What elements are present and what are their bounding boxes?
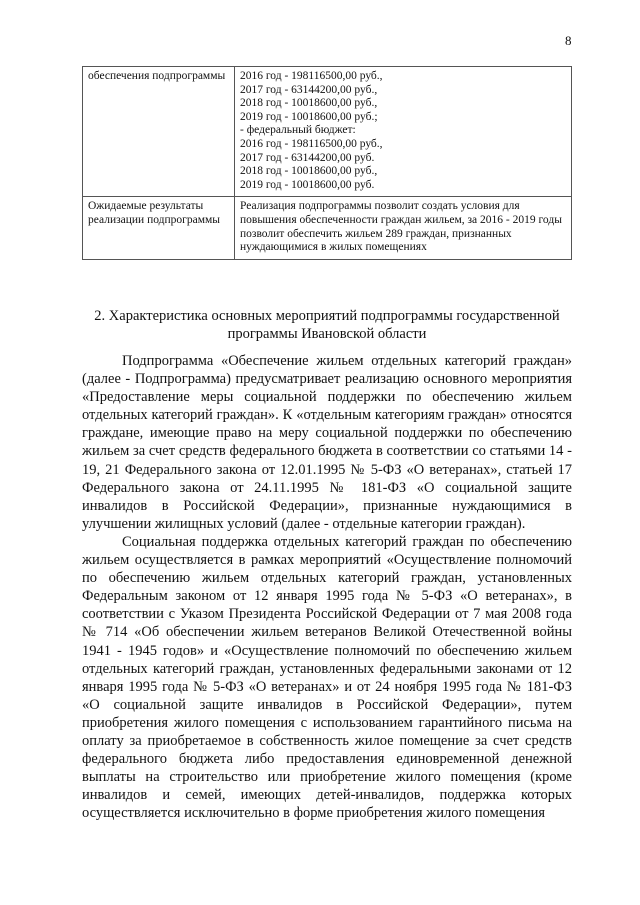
table-cell-label [83, 197, 235, 259]
funding-line: 2017 год - 63144200,00 руб. [240, 151, 375, 164]
funding-line: 2018 год - 10018600,00 руб., [240, 97, 378, 110]
paragraph: Подпрограмма «Обеспечение жильем отдельных категорий граждан» (далее - Подпрограмма) предусматривает реализацию основного мероприятия «Предоставление меры социальной поддержки по обеспечению жильем отдельных категорий граждан». К «отдельным категориям граждан» относятся граждане, имеющие право на меру социальной поддержки по обеспечению жильем за счет средств федерального бюджета в соответствии со статьями 14 - 19, 21 Федерального закона от 12.01.1995 № 5-ФЗ «О ветеранах», статьей 17 Федерального закона от 24.11.1995 № 181-ФЗ «О социальной защите инвалидов в Российской Федерации», признанные нуждающимися в улучшении жилищных условий (далее - отдельные категории граждан). [82, 353, 572, 532]
expected-results-text: Реализация подпрограммы позволит создать условия для повышения обеспеченности граждан жильем, за 2016 - 2019 годы позволит обеспечить жильем 289 граждан, признанных нуждающимися в жилых помещениях [240, 200, 562, 254]
paragraph: Социальная поддержка отдельных категорий граждан по обеспечению жильем осуществляется в рамках мероприятий «Осуществление полномочий по обеспечению жильем отдельных категорий граждан, установленных Федеральным законом от 12 января 1995 года № 5-ФЗ «О ветеранах», в соответствии с Указом Президента Российской Федерации от 7 мая 2008 года № 714 «Об обеспечении жильем ветеранов Великой Отечественной войны 1941 - 1945 годов» и «Осуществление полномочий по обеспечению жильем отдельных категорий граждан, установленных федеральными законами от 12 января 1995 года № 5-ФЗ «О ветеранах» и от 24 ноября 1995 года № 181-ФЗ «О социальной защите инвалидов в Российской Федерации», путем приобретения жилого помещения с использованием гарантийного письма на оплату за приобретаемое в собственность жилое помещение за счет средств федерального бюджета либо предоставления единовременной денежной выплаты на строительство или приобретение жилого помещения (кроме инвалидов и семей, имеющих детей-инвалидов, поддержка которых осуществляется исключительно в форме приобретения жилого помещения [82, 533, 572, 822]
program-info-table [82, 66, 572, 260]
funding-line: 2017 год - 63144200,00 руб., [240, 83, 378, 96]
table-cell-label [83, 67, 235, 197]
section-heading: 2. Характеристика основных мероприятий подпрограммы государственной программы Ивановской области [94, 308, 560, 342]
table-cell-value [235, 67, 572, 197]
table-cell-value [235, 197, 572, 259]
funding-line: 2016 год - 198116500,00 руб., [240, 137, 383, 150]
table-row [83, 197, 572, 259]
funding-line: 2016 год - 198116500,00 руб., [240, 70, 383, 82]
row-label-funding: обеспечения подпрограммы [88, 70, 226, 82]
table-row [83, 67, 572, 197]
page-number: 8 [565, 33, 572, 48]
row-label-expected-results: Ожидаемые результаты реализации подпрограммы [88, 200, 221, 226]
funding-line: - федеральный бюджет: [240, 124, 356, 137]
funding-line: 2019 год - 10018600,00 руб.; [240, 110, 378, 123]
funding-line: 2019 год - 10018600,00 руб. [240, 178, 375, 191]
funding-line: 2018 год - 10018600,00 руб., [240, 165, 378, 178]
body-text [82, 352, 572, 822]
